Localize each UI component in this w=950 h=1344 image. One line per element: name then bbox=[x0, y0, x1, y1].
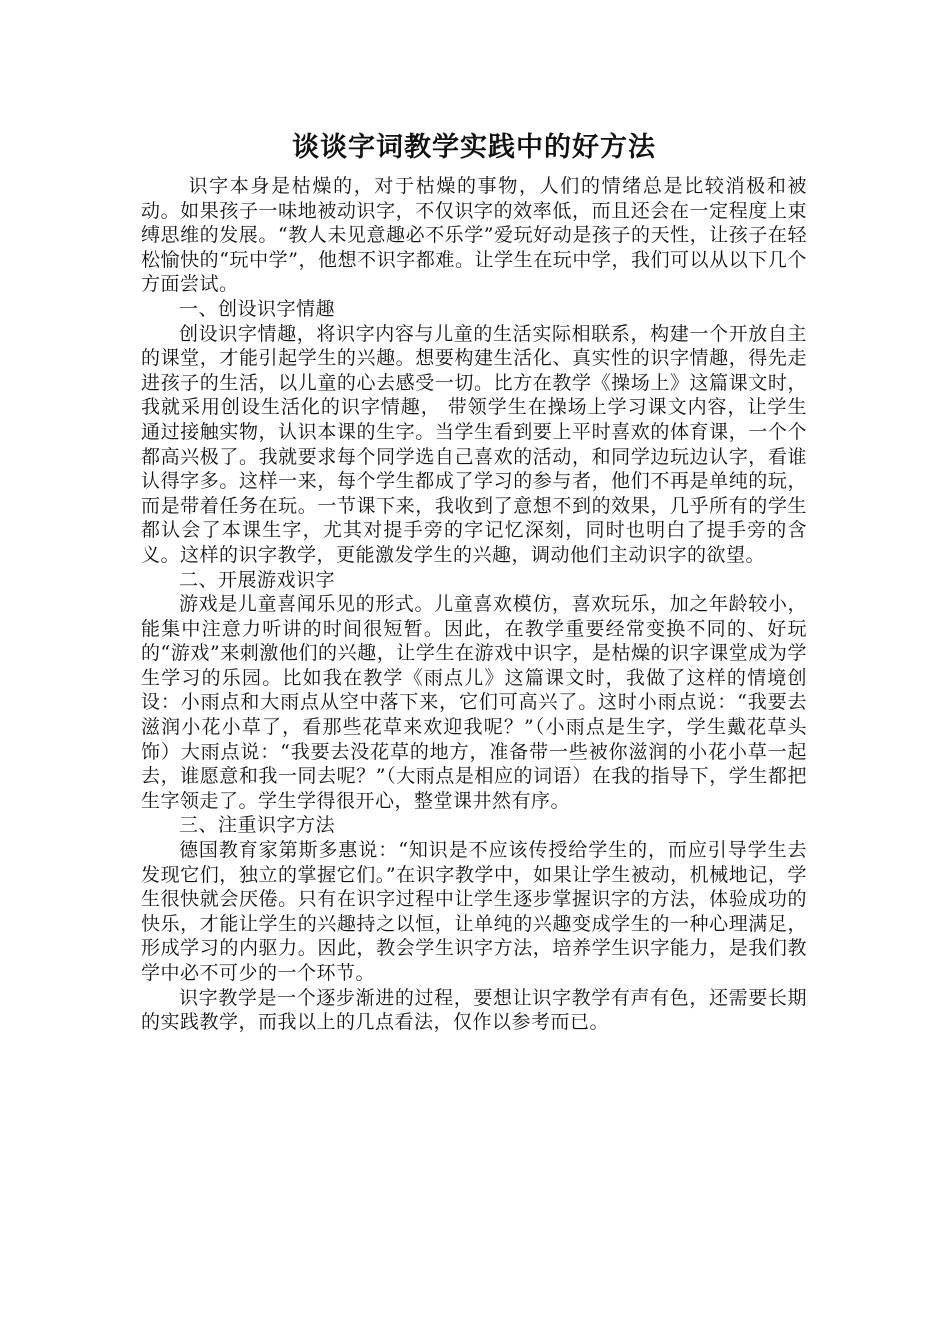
section-heading-1: 一、创设识字情趣 bbox=[179, 297, 336, 320]
section-body-2: 游戏是儿童喜闻乐见的形式。儿童喜欢模仿，喜欢玩乐，加之年龄较小，能集中注意力听讲的时间很短暂。因此，在教学重要经常变换不同的、好玩的“游戏”来刺激他们的兴趣，让学生在游戏中识字，是枯燥的识字课堂成为学生学习的乐园。比如我在教学《雨点儿》这篇课文时，我做了这样的情境创设：小雨点和大雨点从空中落下来，它们可高兴了。这时小雨点说：“我要去滋润小花小草了，看那些花草来欢迎我呢？”（小雨点是生字，学生戴花草头饰）大雨点说：“我要去没花草的地方，准备带一些被你滋润的小花小草一起去，谁愿意和我一同去呢？”（大雨点是相应的词语）在我的指导下，学生都把生字领走了。学生学得很开心，整堂课井然有序。 bbox=[141, 593, 807, 812]
section-heading-2: 二、开展游戏识字 bbox=[179, 568, 336, 591]
section-body-1: 创设识字情趣，将识字内容与儿童的生活实际相联系，构建一个开放自主的课堂，才能引起学生的兴趣。想要构建生活化、真实性的识字情趣，得先走进孩子的生活，以儿童的心去感受一切。比方在教学《操场上》这篇课文时，我就采用创设生活化的识字情趣， 带领学生在操场上学习课文内容，让学生通过接触实物，认识本课的生字。当学生看到要上平时喜欢的体育课，一个个都高兴极了。我就要求每个同学选自己喜欢的活动，和同学边玩边认字，看谁认得字多。这样一来，每个学生都成了学习的参与者，他们不再是单纯的玩，而是带着任务在玩。一节课下来，我收到了意想不到的效果，几乎所有的学生都认会了本课生字，尤其对提手旁的字记忆深刻，同时也明白了提手旁的含义。这样的识字教学，更能激发学生的兴趣，调动他们主动识字的欲望。 bbox=[141, 322, 807, 566]
conclusion-paragraph: 识字教学是一个逐步渐进的过程，要想让识字教学有声有色，还需要长期的实践教学，而我以上的几点看法，仅作以参考而已。 bbox=[141, 986, 807, 1034]
intro-paragraph: 识字本身是枯燥的，对于枯燥的事物，人们的情绪总是比较消极和被动。如果孩子一味地被动识字，不仅识字的效率低，而且还会在一定程度上束缚思维的发展。“教人未见意趣必不乐学”爱玩好动是孩子的天性，让孩子在轻松愉快的“玩中学”，他想不识字都难。让学生在玩中学，我们可以从以下几个方面尝试。 bbox=[141, 175, 807, 296]
section-heading-3: 三、注重识字方法 bbox=[179, 814, 336, 837]
document-page bbox=[141, 128, 807, 1035]
document-title: 谈谈字词教学实践中的好方法 bbox=[292, 132, 656, 163]
section-body-3: 德国教育家第斯多惠说：“知识是不应该传授给学生的，而应引导学生去发现它们，独立的掌握它们。”在识字教学中，如果让学生被动，机械地记，学生很快就会厌倦。只有在识字过程中让学生逐步掌握识字的方法，体验成功的快乐，才能让学生的兴趣持之以恒，让单纯的兴趣变成学生的一种心理满足，形成学习的内驱力。因此，教会学生识字方法，培养学生识字能力，是我们教学中必不可少的一个环节。 bbox=[141, 839, 807, 984]
